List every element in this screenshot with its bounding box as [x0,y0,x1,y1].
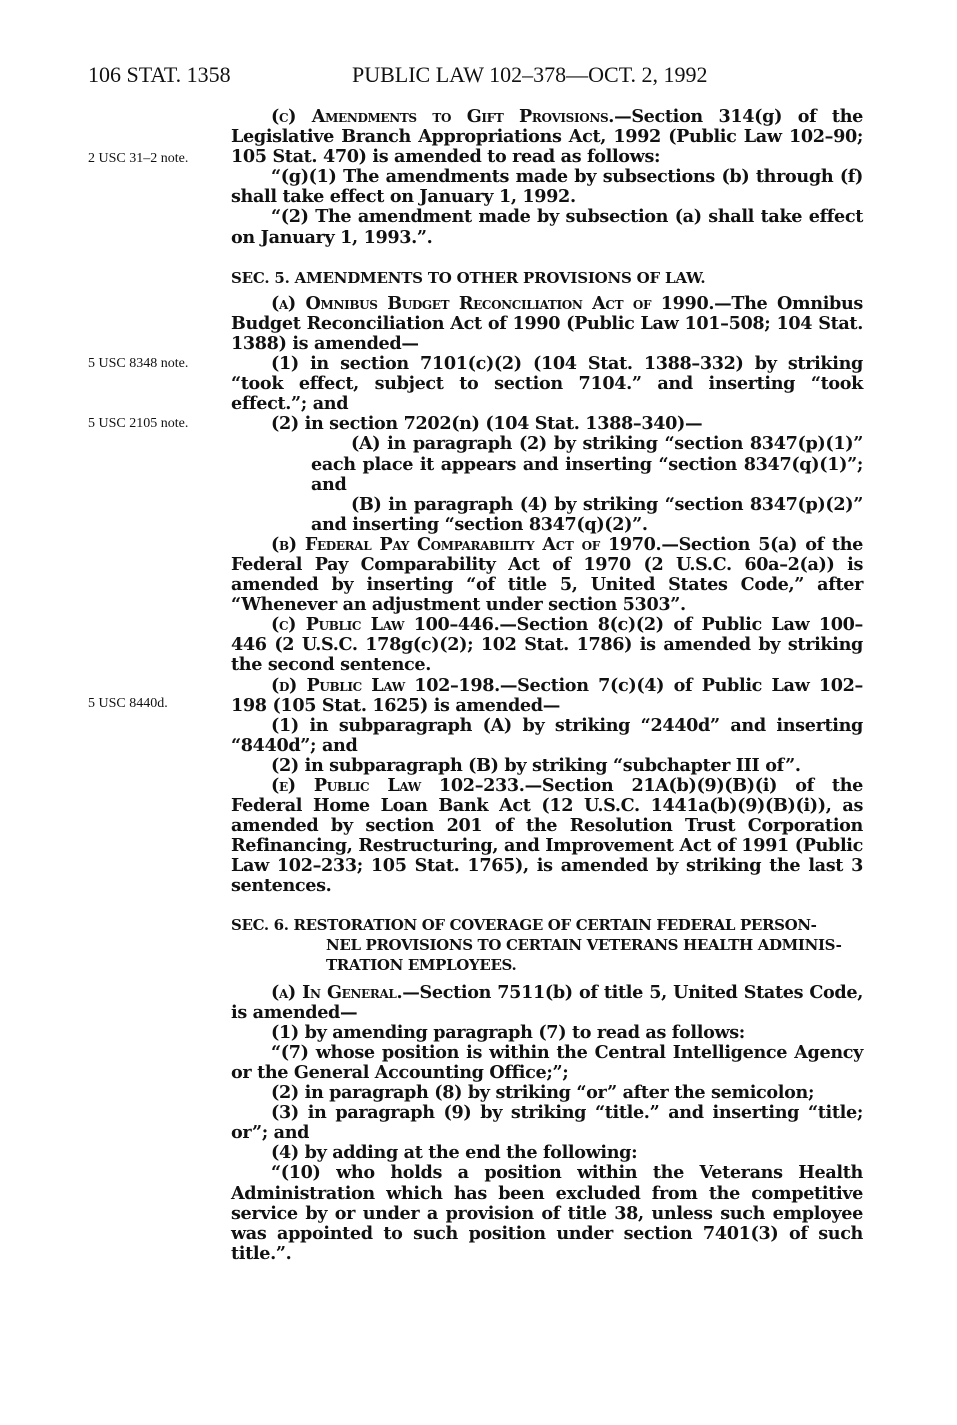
subsection-a-general [231,983,863,1023]
subsection-d-pl [231,676,863,716]
subsection-heading: (c) Amendments to Gift Provisions. [271,106,615,127]
paragraph-item: (1) in section 7101(c)(2) (104 Stat. 1388–332) by striking “took effect, subject to section 7104.” and inserting “took effect.”; and [231,353,863,415]
statute-citation: 106 STAT. 1358 [88,62,231,87]
subsection-c-pl [231,615,863,675]
paragraph-item: (2) in subparagraph (B) by striking “subchapter III of”. [271,754,801,776]
subsection-text: —Section 8(c)(2) of Public Law 100–446 (2 U.S.C. 178g(c)(2); 102 Stat. 1786) is amended by striking the second sentence. [231,614,863,676]
subsection-b-fedpay [231,535,863,615]
subsection-text: —Section 314(g) of the Legislative Branch Appropriations Act, 1992 (Public Law 102–90; 105 Stat. 470) is amended to read as follows: [231,106,863,168]
subsection-text: —The Omnibus Budget Reconciliation Act of 1990 (Public Law 101–508; 104 Stat. 1388) is amended— [231,292,863,354]
quoted-paragraph: “(10) who holds a position within the Veterans Health Administration which has been excluded from the competitive service by or under a provision of title 38, unless such employee was appointed to such position under section 7401(3) of such title.”. [231,1162,863,1264]
subparagraph-item: (B) in paragraph (4) by striking “section 8347(p)(2)” and inserting “section 8347(q)(2)”. [311,493,863,535]
section-6-heading [231,915,863,975]
paragraph-item: (3) in paragraph (9) by striking “title.” and inserting “title; or”; and [231,1102,863,1144]
quoted-paragraph: “(2) The amendment made by subsection (a) shall take effect on January 1, 1993.”. [231,206,863,248]
section-heading-line: TRATION EMPLOYEES. [326,955,517,974]
subsection-text: —Section 7511(b) of title 5, United States Code, is amended— [231,981,863,1023]
subparagraph-item: (A) in paragraph (2) by striking “section 8347(p)(1)” each place it appears and inserting “section 8347(q)(1)”; and [311,433,863,495]
running-header [88,62,888,92]
paragraph-item: (1) in subparagraph (A) by striking “2440d” and inserting “8440d”; and [231,714,863,756]
margin-note: 5 USC 2105 note. [88,416,189,431]
subsection-e-pl [231,776,863,897]
subsection-text: —Section 5(a) of the Federal Pay Comparability Act of 1970 (2 U.S.C. 60a–2(a)) is amended by inserting “of title 5, United States Code,” after “Whenever an adjustment under section 5303”. [231,533,863,616]
margin-note: 5 USC 8348 note. [88,356,189,371]
quoted-paragraph: “(g)(1) The amendments made by subsections (b) through (f) shall take effect on January 1, 1992. [231,166,863,208]
section-heading-line: NEL PROVISIONS TO CERTAIN VETERANS HEALTH ADMINIS- [326,935,842,954]
subsection-heading: (d) Public Law 102–198. [271,674,500,696]
margin-note: 2 USC 31–2 note. [88,151,189,166]
subsection-heading: (c) Public Law 100–446. [271,614,500,636]
paragraph-item: (2) in section 7202(n) (104 Stat. 1388–340)— [271,413,703,435]
subsection-heading: (a) In General. [271,981,403,1003]
section-5-heading: SEC. 5. AMENDMENTS TO OTHER PROVISIONS OF LAW. [231,268,706,287]
subsection-heading: (b) Federal Pay Comparability Act of 1970. [271,533,662,555]
paragraph-item: (2) in paragraph (8) by striking “or” after the semicolon; [271,1082,815,1104]
subsection-text: —Section 7(c)(4) of Public Law 102–198 (105 Stat. 1625) is amended— [231,674,863,716]
subsection-heading: (e) Public Law 102–233. [271,775,525,796]
quoted-paragraph: “(7) whose position is within the Central Intelligence Agency or the General Accounting Office;”; [231,1041,863,1083]
paragraph-item: (1) by amending paragraph (7) to read as follows: [271,1021,745,1043]
section-heading-line: SEC. 6. RESTORATION OF COVERAGE OF CERTAIN FEDERAL PERSON- [231,915,817,934]
subsection-c-gift [231,107,863,167]
subsection-text: —Section 21A(b)(9)(B)(i) of the Federal Home Loan Bank Act (12 U.S.C. 1441a(b)(9)(B)(i)), as amended by section 201 of the Resolution Trust Corporation Refinancing, Restructuring, and Improvement Act of 1991 (Public Law 102–233; 105 Stat. 1765), is amended by striking the last 3 sentences. [231,775,863,897]
margin-note: 5 USC 8440d. [88,696,168,711]
subsection-a-omnibus [231,294,863,354]
public-law-title: PUBLIC LAW 102–378—OCT. 2, 1992 [352,62,708,87]
subsection-heading: (a) Omnibus Budget Reconciliation Act of 1990. [271,292,715,314]
document-body [231,107,863,1264]
paragraph-item: (4) by adding at the end the following: [271,1142,638,1164]
